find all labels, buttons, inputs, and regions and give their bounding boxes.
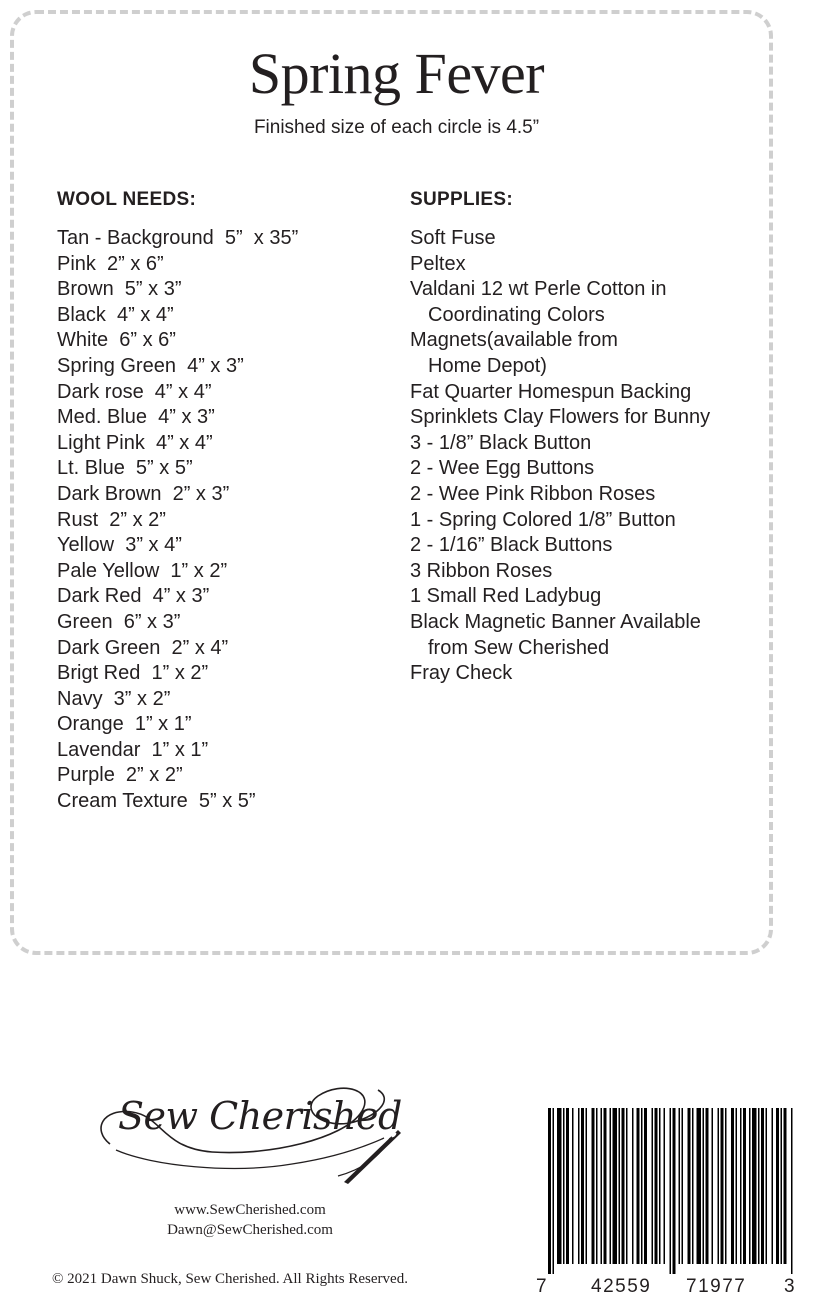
wool-needs-item: White 6” x 6” <box>57 329 176 352</box>
barcode-bar <box>613 1108 618 1264</box>
logo-wordmark: Sew Cherished <box>118 1094 402 1138</box>
wool-needs-item: Pale Yellow 1” x 2” <box>57 559 228 582</box>
sew-cherished-logo <box>92 1078 412 1198</box>
wool-needs-item: Tan - Background 5” x 35” <box>57 227 299 249</box>
barcode-bar <box>706 1108 709 1264</box>
barcode-bar <box>791 1108 793 1274</box>
barcode-bar <box>749 1108 751 1264</box>
supplies-item-text: Soft Fuse <box>410 227 496 249</box>
supplies-item-text: Magnets(available from <box>410 329 618 352</box>
supplies-item-text: Peltex <box>410 252 466 275</box>
wool-needs-item: Spring Green 4” x 3” <box>57 354 244 377</box>
wool-needs-item: Med. Blue 4” x 3” <box>57 406 215 429</box>
barcode-bar <box>740 1108 742 1264</box>
supplies-item <box>410 226 770 252</box>
supplies-item-text: Fat Quarter Homespun Backing <box>410 380 692 403</box>
page-title: Spring Fever <box>248 41 545 106</box>
supplies-section <box>410 188 770 687</box>
barcode-bar <box>632 1108 634 1264</box>
barcode-bar <box>553 1108 555 1274</box>
supplies-item-text: Valdani 12 wt Perle Cotton in <box>410 278 667 301</box>
copyright-notice: © 2021 Dawn Shuck, Sew Cherished. All Rights Reserved. <box>52 1271 408 1287</box>
supplies-item-text: 1 - Spring Colored 1/8” Button <box>410 508 676 531</box>
barcode-bar <box>626 1108 628 1264</box>
barcode-bar <box>718 1108 720 1264</box>
supplies-item-text: 2 - Wee Egg Buttons <box>410 457 595 480</box>
supplies-item-text: 2 - 1/16” Black Buttons <box>410 534 613 557</box>
supplies-item <box>410 508 770 534</box>
wool-needs-item: Navy 3” x 2” <box>57 687 171 710</box>
wool-needs-item: Brown 5” x 3” <box>57 278 182 301</box>
supplies-item <box>410 405 770 431</box>
barcode-bar <box>679 1108 681 1264</box>
wool-needs-item: Light Pink 4” x 4” <box>57 431 213 454</box>
barcode-digit-left: 42559 <box>591 1276 652 1297</box>
wool-needs-item: Lt. Blue 5” x 5” <box>57 457 193 480</box>
supplies-item-continuation: from Sew Cherished <box>428 636 610 659</box>
wool-needs-section <box>57 188 387 815</box>
barcode-bar <box>682 1108 684 1264</box>
barcode-bar <box>637 1108 640 1264</box>
barcode-bar <box>655 1108 658 1264</box>
barcode-bar <box>731 1108 734 1264</box>
supplies-item-text: Sprinklets Clay Flowers for Bunny <box>410 406 711 429</box>
barcode-bar <box>652 1108 654 1264</box>
barcode-bar <box>644 1108 647 1264</box>
barcode-digit-system: 7 <box>536 1276 549 1297</box>
barcode-bar <box>596 1108 598 1264</box>
supplies-item-text: 2 - Wee Pink Ribbon Roses <box>410 482 656 505</box>
barcode-bar <box>761 1108 764 1264</box>
barcode-bar <box>548 1108 551 1274</box>
wool-needs-item: Green 6” x 3” <box>57 610 181 633</box>
supplies-item-continuation: Home Depot) <box>428 354 547 377</box>
supplies-item <box>410 456 770 482</box>
barcode-bar <box>557 1108 562 1264</box>
supplies-item <box>410 277 770 328</box>
barcode-bar <box>586 1108 588 1264</box>
barcode <box>536 1108 798 1300</box>
supplies-item <box>410 252 770 278</box>
barcode-bar <box>572 1108 574 1264</box>
wool-needs-heading: WOOL NEEDS: <box>57 189 197 210</box>
barcode-bar <box>581 1108 584 1264</box>
supplies-item-text: 3 - 1/8” Black Button <box>410 431 592 454</box>
wool-needs-item: Lavendar 1” x 1” <box>57 738 209 761</box>
wool-needs-item: Orange 1” x 1” <box>57 713 192 736</box>
barcode-bar <box>784 1108 787 1264</box>
supplies-item <box>410 584 770 610</box>
page-subtitle: Finished size of each circle is 4.5” <box>253 117 540 138</box>
supplies-heading: SUPPLIES: <box>410 189 513 210</box>
barcode-digit-check: 3 <box>784 1276 797 1297</box>
barcode-bar <box>712 1108 714 1264</box>
barcode-bar <box>703 1108 705 1264</box>
barcode-bars <box>548 1108 798 1274</box>
wool-needs-item: Black 4” x 4” <box>57 303 174 326</box>
supplies-list <box>410 226 770 687</box>
barcode-bar <box>601 1108 603 1264</box>
barcode-bar <box>566 1108 569 1264</box>
barcode-digit-right: 71977 <box>686 1276 747 1297</box>
barcode-bar <box>673 1108 676 1274</box>
barcode-bar <box>725 1108 727 1264</box>
barcode-bar <box>622 1108 625 1264</box>
supplies-item <box>410 482 770 508</box>
supplies-item <box>410 559 770 585</box>
barcode-bar <box>781 1108 783 1264</box>
wool-needs-item: Pink 2” x 6” <box>57 252 164 275</box>
barcode-bar <box>688 1108 691 1264</box>
supplies-item-text: Fray Check <box>410 662 513 685</box>
barcode-bar <box>776 1108 779 1264</box>
barcode-bar <box>610 1108 612 1264</box>
barcode-bar <box>563 1108 565 1264</box>
website-link[interactable]: www.SewCherished.com <box>174 1202 326 1218</box>
barcode-bar <box>659 1108 661 1264</box>
barcode-bar <box>641 1108 643 1264</box>
barcode-bar <box>619 1108 621 1264</box>
wool-needs-item: Brigt Red 1” x 2” <box>57 662 209 685</box>
supplies-item-text: 3 Ribbon Roses <box>410 559 553 582</box>
wool-needs-item: Dark Red 4” x 3” <box>57 585 210 608</box>
wool-needs-item: Dark Brown 2” x 3” <box>57 482 230 505</box>
barcode-bar <box>664 1108 666 1264</box>
wool-needs-item: Cream Texture 5” x 5” <box>57 790 256 813</box>
wool-needs-item: Yellow 3” x 4” <box>57 534 182 557</box>
barcode-bar <box>752 1108 757 1264</box>
supplies-item-text: Black Magnetic Banner Available <box>410 610 701 633</box>
barcode-bar <box>604 1108 607 1264</box>
barcode-bar <box>697 1108 702 1264</box>
supplies-item <box>410 661 770 687</box>
barcode-bar <box>766 1108 768 1264</box>
barcode-bar <box>736 1108 738 1264</box>
barcode-bar <box>772 1108 774 1264</box>
supplies-item <box>410 610 770 661</box>
wool-needs-item: Purple 2” x 2” <box>57 764 183 787</box>
supplies-item <box>410 328 770 379</box>
supplies-item <box>410 533 770 559</box>
barcode-bar <box>692 1108 694 1264</box>
barcode-bar <box>592 1108 595 1264</box>
wool-needs-item: Dark Green 2” x 4” <box>57 636 229 659</box>
supplies-item-text: 1 Small Red Ladybug <box>410 585 602 608</box>
barcode-bar <box>743 1108 746 1264</box>
barcode-bar <box>578 1108 580 1264</box>
wool-needs-list <box>57 226 387 815</box>
barcode-bar <box>758 1108 760 1264</box>
wool-needs-item: Rust 2” x 2” <box>57 508 166 531</box>
supplies-item <box>410 431 770 457</box>
supplies-item-continuation: Coordinating Colors <box>428 303 605 326</box>
barcode-bar <box>670 1108 672 1274</box>
email-link[interactable]: Dawn@SewCherished.com <box>167 1222 333 1238</box>
supplies-item <box>410 380 770 406</box>
wool-needs-item: Dark rose 4” x 4” <box>57 380 212 403</box>
barcode-bar <box>721 1108 724 1264</box>
